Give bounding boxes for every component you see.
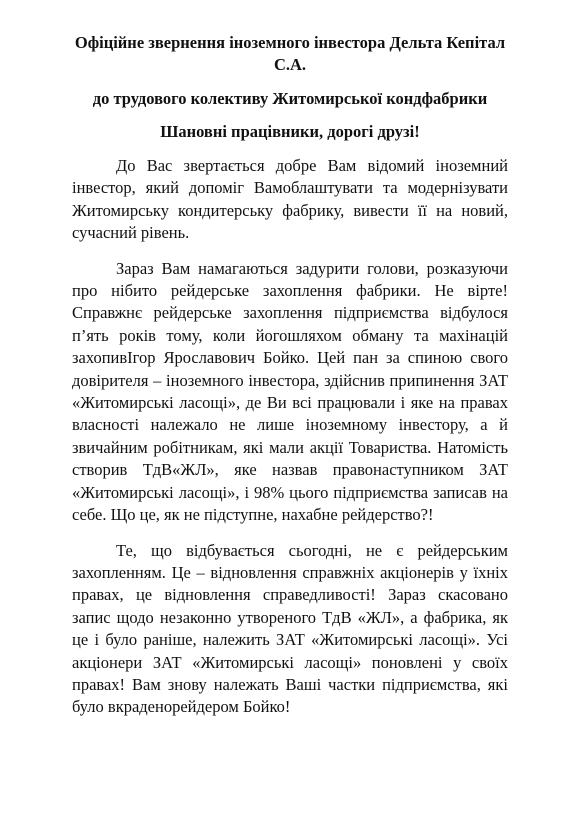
document-title: Офіційне звернення іноземного інвестора Дельта Кепітал С.А. xyxy=(74,33,506,74)
paragraph-2: Зараз Вам намагаються задурити голови, розказуючи про нібито рейдерське захоплення фабрики. Не вірте! Справжнє рейдерське захоплення підприємства відбулося п’ять років тому, коли йогошляхом обману та махінацій захопивІгор Ярославович Бойко. Цей пан за спиною свого довірителя – іноземного інвестора, здійснив припинення ЗАТ «Житомирські ласощі», де Ви всі працювали і яке на правах власності належало не лише іноземному інвестору, а й звичайним робітникам, які мали акції Товариства. Натомість створив ТдВ«ЖЛ», яке назвав правонаступником ЗАТ «Житомирські ласощі», і 98% цього підприємства записав на себе. Що це, як не підступне, нахабне рейдерство?! xyxy=(72,258,508,525)
greeting: Шановні працівники, дорогі друзі! xyxy=(160,122,420,141)
document-page xyxy=(72,32,508,719)
document-subtitle: до трудового колективу Житомирської кондфабрики xyxy=(92,89,488,108)
paragraph-1: До Вас звертається добре Вам відомий іноземний інвестор, який допоміг Вамоблаштувати та модернізувати Житомирську кондитерську фабрику, вивести її на новий, сучасний рівень. xyxy=(72,156,508,243)
paragraph-3: Те, що відбувається сьогодні, не є рейдерським захопленням. Це – відновлення справжніх акціонерів у їхніх правах, це відновлення справедливості! Зараз скасовано запис щодо незаконно утвореного ТдВ «ЖЛ», а фабрика, як це і було раніше, належить ЗАТ «Житомирські ласощі». Усі акціонери ЗАТ «Житомирські ласощі» поновлені у своїх правах! Вам знову належать Ваші частки підприємства, які було вкраденорейдером Бойко! xyxy=(72,540,508,717)
